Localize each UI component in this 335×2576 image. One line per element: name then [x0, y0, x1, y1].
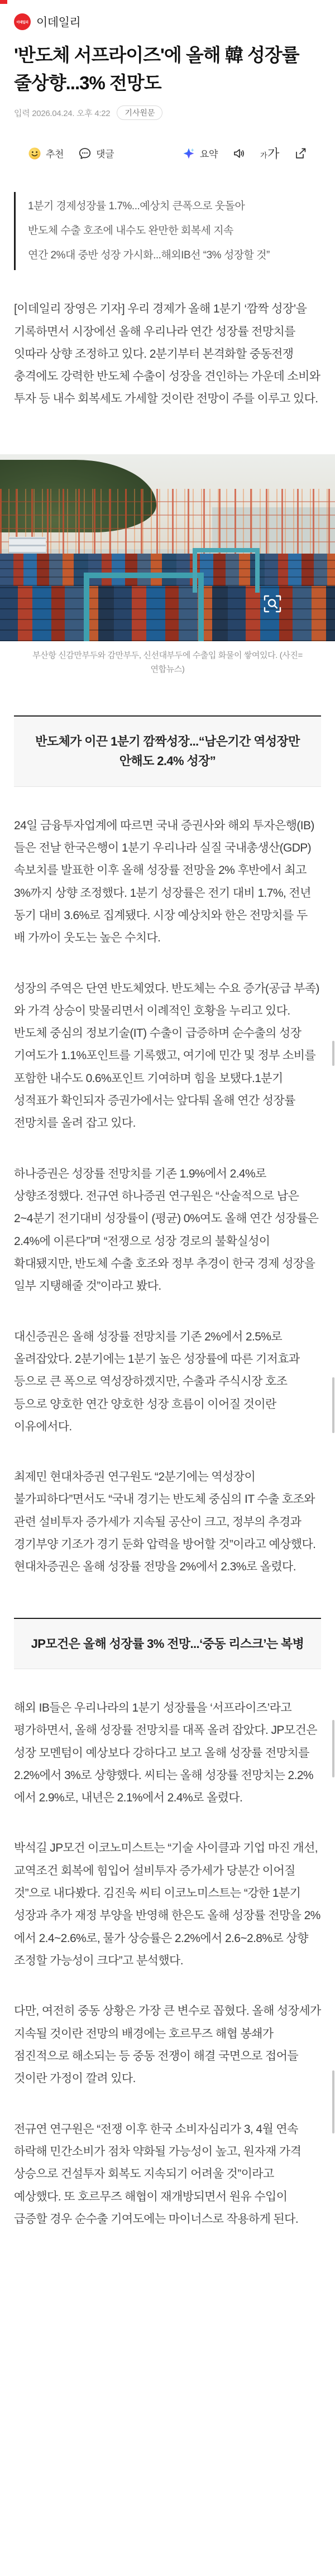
photo-cranes [0, 489, 335, 556]
published-time: 입력 2026.04.24. 오후 4:22 [14, 108, 111, 118]
publisher-name: 이데일리 [36, 16, 81, 29]
body-paragraph: 성장의 주역은 단연 반도체였다. 반도체는 수요 증가(공급 부족)와 가격 상승이 맞물리면서 이례적인 호황을 누리고 있다. 반도체 중심의 정보기술(IT) 수출이 급증하며 순수출의 성장 기여도가 1.1%포인트를 기록했고, 여기에 민간 및 정부 소비를 포함한 내수도 0.6%포인트 기여하며 힘을 보탰다.1분기 성적표가 확인되자 증권가에서는 앞다퉈 올해 연간 성장률 전망치를 올려 잡고 있다. [14, 982, 319, 1130]
summary-line: 연간 2%대 중반 성장 가시화...해외IB선 “3% 성장할 것” [28, 249, 270, 262]
photo-magnifier-button[interactable] [263, 594, 282, 613]
smiley-icon [28, 147, 41, 160]
scrollbar-thumb[interactable] [332, 2070, 334, 2133]
publisher-row[interactable] [14, 13, 321, 30]
scrollbar-thumb[interactable] [332, 1041, 334, 1066]
publisher-logo-icon [14, 13, 31, 30]
summary-line: 1분기 경제성장률 1.7%...예상치 큰폭으로 웃돌아 [28, 200, 245, 212]
lead-paragraph: [이데일리 장영은 기자] 우리 경제가 올해 1분기 ‘깜짝 성장’을 기록하면서 시장에선 올해 우리나라 연간 성장률 전망치를 잇따라 상향 조정하고 있다. 2분기부터 본격화할 중동전쟁 충격에도 강력한 반도체 수출이 성장을 견인하는 가운데 소비와 투자 등 내수 회복세도 가세할 것이란 전망이 주를 이루고 있다. [14, 302, 320, 406]
scrollbar-thumb[interactable] [332, 1377, 334, 1433]
body-paragraph: 해외 IB들은 우리나라의 1분기 성장률을 ‘서프라이즈’라고 평가하면서, 올해 성장률 전망치를 대폭 올려 잡았다. JP모건은 성장 모멘텀이 예상보다 강하다고 보고 올해 성장률 전망치를 2.2%에서 3%로 상향했다. 씨티는 올해 성장률 전망치는 2.2%에서 2.9%로, 내년은 2.1%에서 2.4%로 올렸다. [14, 1701, 317, 1805]
share-icon [294, 147, 307, 160]
body-paragraph: 박석길 JP모건 이코노미스트는 “기술 사이클과 기업 마진 개선, 교역조건 회복에 힘입어 설비투자 증가세가 당분간 이어질 것”으로 내다봤다. 김진욱 씨티 이코노미스트는 “강한 1분기 성장과 추가 재정 부양을 반영해 한은도 올해 성장률 전망을 2%에서 2.4~2.6%로, 물가 상승률은 2.2%에서 2.6~2.8%로 상향 조정할 가능성이 크다”고 분석했다. [14, 1842, 320, 1968]
tts-button[interactable] [232, 147, 246, 160]
photo-caption: 부산항 신감만부두와 감만부두, 신선대부두에 수출입 화물이 쌓여있다. (사진= 연합뉴스) [32, 650, 303, 674]
article-header [0, 0, 335, 162]
scrollbar-thumb[interactable] [332, 1720, 334, 1777]
section-heading-2: JP모건은 올해 성장률 3% 전망...‘중동 리스크’는 복병 [14, 1618, 321, 1669]
like-button[interactable] [28, 146, 64, 160]
publisher-logo-text: 이데일리 [16, 21, 28, 25]
body-paragraph: 최제민 현대차증권 연구원도 “2분기에는 역성장이 불가피하다”면서도 “국내 경기는 반도체 중심의 IT 수출 호조와 관련 설비투자 증가세가 지속될 공산이 크고, 정부의 추경과 경기부양 기조가 경기 둔화 압력을 방어할 것”이라고 예상했다. 현대차증권은 올해 성장률 전망을 2%에서 2.3%로 올렸다. [14, 1470, 316, 1574]
section-heading-1: 반도체가 이끈 1분기 깜짝성장...“남은기간 역성장만 안해도 2.4% 성장” [14, 715, 321, 786]
body-paragraph: 전규연 연구원은 “전쟁 이후 한국 소비자심리가 3, 4월 연속 하락해 민간소비가 점차 약화될 가능성이 높고, 원자재 가격 상승으로 건설투자 회복도 지속되기 어려울 것”이라고 예상했다. 또 호르무즈 해협이 재개방되면서 원유 수입이 급증할 경우 순수출 기여도에는 마이너스로 작용하게 된다. [14, 2122, 302, 2226]
body-paragraph: 하나증권은 성장률 전망치를 기존 1.9%에서 2.4%로 상향조정했다. 전규연 하나증권 연구원은 “산술적으로 남은 2~4분기 전기대비 성장률이 (평균) 0%여도 올해 연간 성장률은 2.4%에 이른다”며 “전쟁으로 성장 경로의 불확실성이 확대됐지만, 반도체 수출 호조와 정부 추경이 한국 경제 성장을 일부 지탱해줄 것”이라고 봤다. [14, 1167, 319, 1293]
speech-bubble-icon [78, 147, 92, 160]
body-paragraph: 24일 금융투자업계에 따르면 국내 증권사와 해외 투자은행(IB)들은 전날 한국은행이 1분기 우리나라 실질 국내총생산(GDP) 속보치를 발표한 이후 올해 성장률 전망을 2% 후반에서 최고 3%까지 상향 조정했다. 1분기 성장률은 전기 대비 1.7%, 전년 동기 대비 3.6%로 집계됐다. 시장 예상치와 한은 전망치를 두 배 가까이 웃도는 높은 수치다. [14, 819, 314, 945]
body-paragraph: 다만, 여전히 중동 상황은 가장 큰 변수로 꼽혔다. 올해 성장세가 지속될 것이란 전망의 배경에는 호르무즈 해협 봉쇄가 점진적으로 해소되는 등 중동 전쟁이 해결 국면으로 접어들 것이란 가정이 깔려 있다. [14, 2005, 321, 2085]
summary-quote-box [14, 192, 321, 270]
summary-line: 반도체 수출 호조에 내수도 완만한 회복세 지속 [28, 225, 233, 237]
top-left-red-mark [0, 0, 7, 4]
photo-gantry-crane-2 [193, 548, 260, 593]
body-paragraph: 대신증권은 올해 성장률 전망치를 기존 2%에서 2.5%로 올려잡았다. 2분기에는 1분기 높은 성장률에 따른 기저효과 등으로 큰 폭으로 역성장하겠지만, 수출과 주식시장 호조 등으로 양호한 연간 양호한 성장 흐름이 이어질 것이란 이유에서다. [14, 1330, 300, 1433]
like-label: 추천 [46, 149, 64, 160]
ai-summary-label: 요약 [199, 149, 218, 160]
font-size-button[interactable] [260, 145, 279, 162]
share-button[interactable] [294, 147, 307, 160]
original-article-button[interactable]: 기사원문 [117, 105, 162, 120]
magnifier-icon [263, 594, 282, 613]
article-photo[interactable] [0, 454, 335, 641]
font-size-icon: 가 가 [260, 147, 279, 161]
photo-gantry-crane [84, 573, 204, 641]
ai-sparkle-icon [182, 147, 195, 160]
comment-button[interactable] [78, 146, 114, 160]
comment-label: 댓글 [96, 149, 114, 160]
ai-summary-button[interactable] [182, 146, 218, 160]
action-toolbar [28, 145, 307, 162]
article-meta [14, 105, 321, 120]
speaker-icon [232, 147, 246, 160]
article-title: '반도체 서프라이즈'에 올해 韓 성장률 줄상향...3% 전망도 [14, 45, 299, 93]
